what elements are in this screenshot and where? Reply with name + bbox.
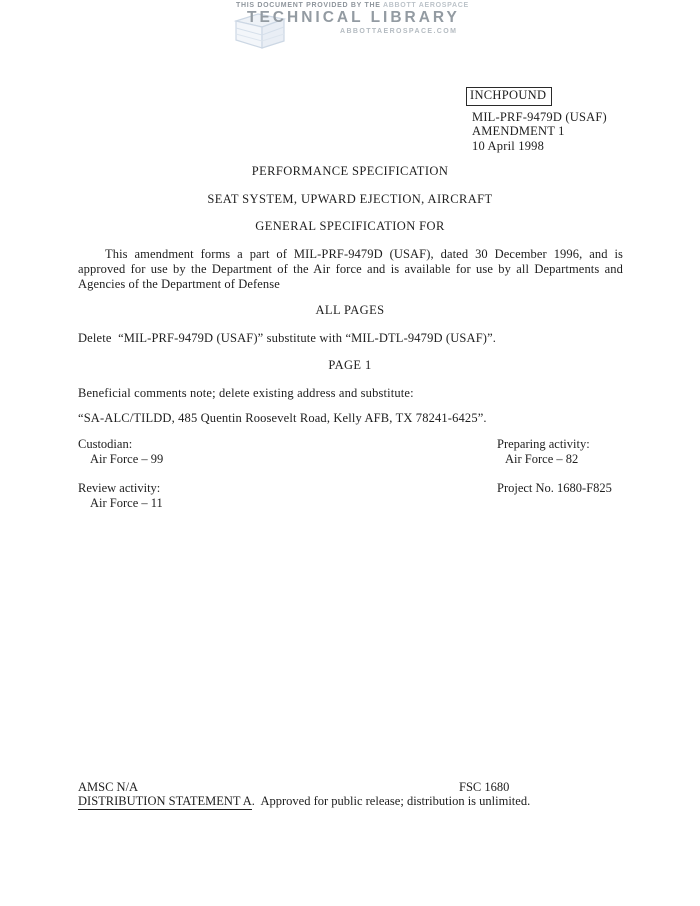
header-provided-brand: ABBOTT AEROSPACE bbox=[383, 2, 469, 9]
header-provided-line bbox=[236, 2, 469, 9]
inch-pound-designator: INCHPOUND bbox=[466, 87, 552, 106]
header-website: ABBOTTAEROSPACE.COM bbox=[340, 28, 458, 35]
review-activity-label: Review activity: bbox=[78, 481, 161, 495]
custodian-label: Custodian: bbox=[78, 437, 133, 451]
custodian-value: Air Force – 99 bbox=[90, 452, 164, 466]
substitute-address-line: “SA-ALC/TILDD, 485 Quentin Roosevelt Road, Kelly AFB, TX 78241-6425”. bbox=[78, 411, 487, 425]
header-provided-prefix: THIS DOCUMENT PROVIDED BY THE bbox=[236, 2, 381, 9]
amsc-number: AMSC N/A bbox=[78, 780, 139, 794]
page-1-heading: PAGE 1 bbox=[328, 358, 372, 372]
title-performance-specification: PERFORMANCE SPECIFICATION bbox=[251, 164, 449, 178]
amendment-paragraph: This amendment forms a part of MIL-PRF-9479D (USAF), dated 30 December 1996, and is approved for use by the Department of the Air force and is available for use by all Departments and Agencies of the Department of Defense bbox=[78, 247, 623, 292]
header-library-title: TECHNICAL LIBRARY bbox=[247, 9, 460, 26]
amendment-number: AMENDMENT 1 bbox=[472, 124, 565, 139]
all-pages-heading: ALL PAGES bbox=[315, 303, 385, 317]
preparing-activity-value: Air Force – 82 bbox=[505, 452, 579, 466]
title-general-specification: GENERAL SPECIFICATION FOR bbox=[255, 219, 445, 233]
document-id-lines bbox=[472, 110, 607, 153]
beneficial-comments-note: Beneficial comments note; delete existing address and substitute: bbox=[78, 386, 414, 400]
title-seat-system: SEAT SYSTEM, UPWARD EJECTION, AIRCRAFT bbox=[207, 192, 493, 206]
delete-substitute-instruction: Delete “MIL-PRF-9479D (USAF)” substitute with “MIL-DTL-9479D (USAF)”. bbox=[78, 331, 497, 345]
document-number: MIL-PRF-9479D (USAF) bbox=[472, 110, 607, 124]
distribution-statement bbox=[78, 794, 530, 809]
project-number: Project No. 1680-F825 bbox=[497, 481, 612, 495]
preparing-activity-label: Preparing activity: bbox=[497, 437, 590, 451]
fsc-number: FSC 1680 bbox=[459, 780, 510, 794]
distribution-statement-text: . Approved for public release; distribution is unlimited. bbox=[251, 794, 531, 808]
distribution-statement-title: DISTRIBUTION STATEMENT A bbox=[78, 794, 252, 808]
document-date: 10 April 1998 bbox=[472, 138, 545, 153]
review-activity-value: Air Force – 11 bbox=[90, 496, 163, 510]
